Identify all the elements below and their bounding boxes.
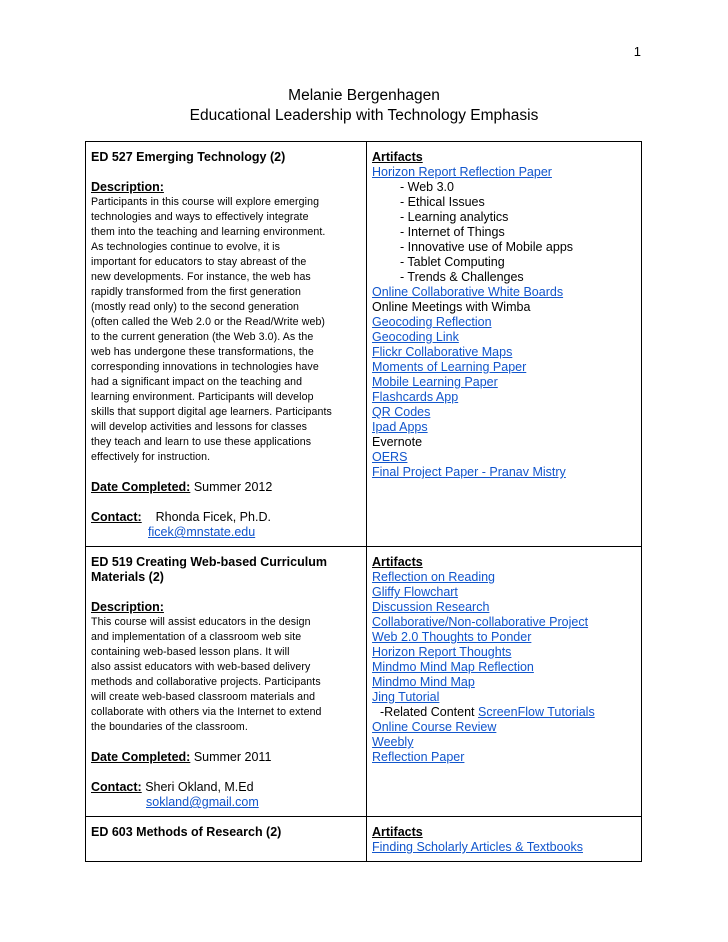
artifact-link[interactable]: Gliffy Flowchart <box>372 585 458 599</box>
description-label: Description: <box>91 180 164 194</box>
artifact-link[interactable]: Horizon Report Thoughts <box>372 645 512 659</box>
course-title: ED 519 Creating Web-based Curriculum Materials (2) <box>91 555 327 584</box>
artifact-link[interactable]: Collaborative/Non-collaborative Project <box>372 615 589 629</box>
artifact-link[interactable]: Reflection on Reading <box>372 570 495 584</box>
artifact-subitem: - Internet of Things <box>400 225 505 239</box>
artifact-link[interactable]: Flashcards App <box>372 390 459 404</box>
contact-email-link[interactable]: ficek@mnstate.edu <box>148 525 256 539</box>
courses-table <box>85 141 642 862</box>
artifact-text: Online Meetings with Wimba <box>372 300 531 314</box>
artifact-link[interactable]: Moments of Learning Paper <box>372 360 527 374</box>
artifact-text: Evernote <box>372 435 423 449</box>
artifact-link[interactable]: Mindmo Mind Map Reflection <box>372 660 534 674</box>
artifact-link[interactable]: Ipad Apps <box>372 420 428 434</box>
artifact-link[interactable]: Discussion Research <box>372 600 490 614</box>
artifact-link[interactable]: Web 2.0 Thoughts to Ponder <box>372 630 532 644</box>
artifact-link[interactable]: Mindmo Mind Map <box>372 675 475 689</box>
course-title: ED 603 Methods of Research (2) <box>91 825 282 839</box>
artifact-link[interactable]: Reflection Paper <box>372 750 465 764</box>
artifacts-heading: Artifacts <box>372 150 423 164</box>
course-description: This course will assist educators in the design and implementation of a classroom web site containing web-based lesson plans. It will also assist educators with web-based delivery methods and collaborative projects. Participants will create web-based classroom materials and collaborate with others via the Internet to extend the boundaries of the classroom. <box>91 616 322 733</box>
artifact-link[interactable]: OERS <box>372 450 408 464</box>
contact-name: Rhonda Ficek, Ph.D. <box>155 510 271 524</box>
date-value: Summer 2012 <box>193 480 273 494</box>
artifacts-heading: Artifacts <box>372 555 423 569</box>
course-row-ed603 <box>86 817 642 862</box>
artifacts-heading: Artifacts <box>372 825 423 839</box>
artifact-link[interactable]: Finding Scholarly Articles & Textbooks <box>372 840 583 854</box>
course-info-cell <box>86 142 367 547</box>
date-completed: Date Completed: Summer 2011 <box>91 750 272 764</box>
artifact-link[interactable]: Weebly <box>372 735 414 749</box>
course-info-cell <box>86 547 367 817</box>
date-completed: Date Completed: Summer 2012 <box>91 480 273 494</box>
artifact-link[interactable]: Jing Tutorial <box>372 690 440 704</box>
page-subtitle: Educational Leadership with Technology Emphasis <box>189 107 539 124</box>
artifacts-cell <box>367 817 642 862</box>
artifact-link[interactable]: Mobile Learning Paper <box>372 375 498 389</box>
artifact-link[interactable]: ScreenFlow Tutorials <box>477 705 595 719</box>
artifact-subitem: - Tablet Computing <box>400 255 505 269</box>
artifact-link[interactable]: Online Course Review <box>372 720 497 734</box>
artifacts-cell <box>367 142 642 547</box>
contact-email-link[interactable]: sokland@gmail.com <box>146 795 259 809</box>
date-value: Summer 2011 <box>193 750 272 764</box>
artifact-subitem: - Innovative use of Mobile apps <box>400 240 574 254</box>
artifact-subitem: - Web 3.0 <box>400 180 454 194</box>
artifacts-cell <box>367 547 642 817</box>
artifact-link[interactable]: Horizon Report Reflection Paper <box>372 165 552 179</box>
contact: Contact: Rhonda Ficek, Ph.D. ficek@mnstate.edu <box>91 510 271 539</box>
author-name: Melanie Bergenhagen <box>288 87 440 104</box>
artifact-subitem: - Learning analytics <box>400 210 509 224</box>
course-row-ed527 <box>86 142 642 547</box>
artifact-link[interactable]: QR Codes <box>372 405 431 419</box>
contact: Contact: Sheri Okland, M.Ed sokland@gmail.com <box>91 780 259 809</box>
description-label: Description: <box>91 600 164 614</box>
artifact-link[interactable]: Geocoding Reflection <box>372 315 492 329</box>
course-row-ed519 <box>86 547 642 817</box>
artifact-subitem: - Trends & Challenges <box>400 270 524 284</box>
page-number: 1 <box>633 44 641 59</box>
artifact-link[interactable]: Final Project Paper - Pranav Mistry <box>372 465 566 479</box>
artifact-subitem: - Ethical Issues <box>400 195 485 209</box>
artifact-link[interactable]: Flickr Collaborative Maps <box>372 345 513 359</box>
course-info-cell <box>86 817 367 862</box>
artifact-link[interactable]: Online Collaborative White Boards <box>372 285 564 299</box>
artifact-link[interactable]: Geocoding Link <box>372 330 459 344</box>
contact-name: Sheri Okland, M.Ed <box>145 780 254 794</box>
course-title: ED 527 Emerging Technology (2) <box>91 150 286 164</box>
related-content: -Related Content ScreenFlow Tutorials <box>380 705 595 719</box>
course-description: Participants in this course will explore emerging technologies and ways to effectively integrate them into the teaching and learning environment. As technologies continue to evolve, it is important for educators to stay abreast of the new developments. For instance, the web has rapidly transformed from the first generation (mostly read only) to the second generation (often called the Web 2.0 or the Read/Write web) to the current generation (the Web 3.0). As the web has undergone these transformations, the corresponding innovations in technologies have had a significant impact on the teaching and learning environment. Participants will develop skills that support digital age learners. Participants will develop activities and lessons for classes they teach and learn to use these applications effectively for instruction. <box>91 196 332 463</box>
